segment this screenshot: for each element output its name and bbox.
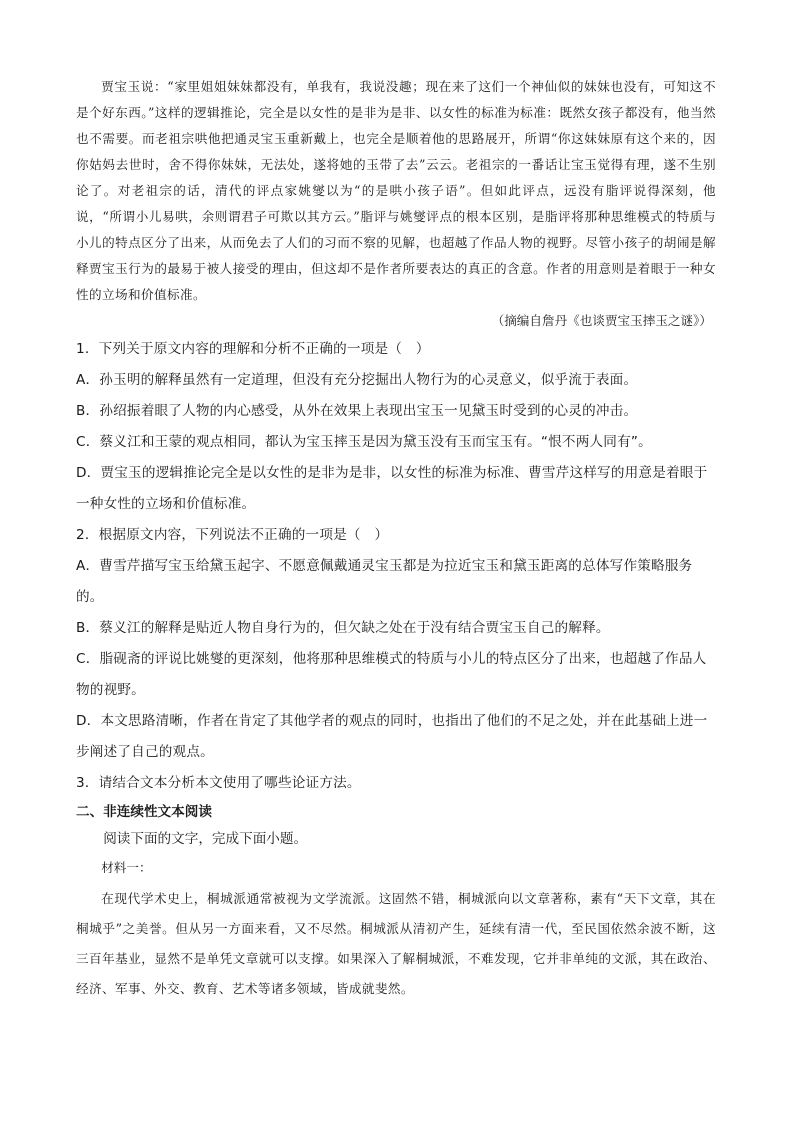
question-3-stem: 3．请结合文本分析本文使用了哪些论证方法。: [76, 775, 361, 791]
question-2-option-d: D．本文思路清晰，作者在肯定了其他学者的观点的同时，也指出了他们的不足之处，并在此基础上进一步阐述了自己的观点。: [76, 713, 708, 760]
question-1-option-d: D．贾宝玉的逻辑推论完全是以女性的是非为是非，以女性的标准为标准、曹雪芹这样写的用意是着眼于一种女性的立场和价值标准。: [76, 465, 708, 512]
question-1-option-a: A．孙玉明的解释虽然有一定道理，但没有充分挖掘出人物行为的心灵意义，似乎流于表面。: [76, 372, 638, 388]
question-2-stem: 2．根据原文内容，下列说法不正确的一项是（ ）: [76, 527, 389, 543]
question-2-option-b: B．蔡义江的解释是贴近人物自身行为的，但欠缺之处在于没有结合贾宝玉自己的解释。: [76, 620, 610, 636]
section-heading: 二、非连续性文本阅读: [76, 804, 212, 820]
question-1-stem: 1．下列关于原文内容的理解和分析不正确的一项是（ ）: [76, 341, 430, 357]
material-label: 材料一：: [101, 860, 152, 875]
section-instruction: 阅读下面的文字，完成下面小题。: [103, 831, 308, 847]
question-2-option-a: A．曹雪芹描写宝玉给黛玉起字、不愿意佩戴通灵宝玉都是为拉近宝玉和黛玉距离的总体写作策略服务的。: [76, 558, 693, 605]
material-text: 在现代学术史上，桐城派通常被视为文学流派。这固然不错，桐城派向以文章著称，素有“天下文章，其在桐城乎”之美誉。但从另一方面来看，又不尽然。桐城派从清初产生，延续有清一代，至民国依然余波不断，这三百年基业，显然不是单凭文章就可以支撑。如果深入了解桐城派，不难发现，它并非单纯的文派，其在政治、经济、军事、外交、教育、艺术等诸多领域，皆成就斐然。: [76, 891, 716, 996]
document-page: [76, 74, 716, 1004]
question-1-option-c: C．蔡义江和王蒙的观点相同，都认为宝玉摔玉是因为黛玉没有玉而宝玉有。“恨不两人同有”。: [76, 434, 652, 450]
question-2-option-c: C．脂砚斋的评说比姚燮的更深刻，他将那种思维模式的特质与小儿的特点区分了出来，也超越了作品人物的视野。: [76, 651, 707, 698]
question-1-option-b: B．孙绍振着眼了人物的内心感受，从外在效果上表现出宝玉一见黛玉时受到的心灵的冲击。: [76, 403, 638, 419]
passage-paragraph: 贾宝玉说：“家里姐姐妹妹都没有，单我有，我说没趣；现在来了这们一个神仙似的妹妹也没有，可知这不是个好东西。”这样的逻辑推论，完全是以女性的是非为是非、以女性的标准为标准：既然女孩子都没有，他当然也不需要。而老祖宗哄他把通灵宝玉重新戴上，也完全是顺着他的思路展开，所谓“你这妹妹原有这个来的，因你姑妈去世时，舍不得你妹妹，无法处，遂将她的玉带了去”云云。老祖宗的一番话让宝玉觉得有理，遂不生别论了。对老祖宗的话，清代的评点家姚燮以为“的是哄小孩子语”。但如此评点，远没有脂评说得深刻，他说，“所谓小儿易哄，余则谓君子可欺以其方云。”脂评与姚燮评点的根本区别，是脂评将那种思维模式的特质与小儿的特点区分了出来，从而免去了人们的习而不察的见解，也超越了作品人物的视野。尽管小孩子的胡闹是解释贾宝玉行为的最易于被人接受的理由，但这却不是作者所要表达的真正的含意。作者的用意则是着眼于一种女性的立场和价值标准。: [76, 79, 716, 302]
passage-source: （摘编自詹丹《也谈贾宝玉摔玉之谜》）: [491, 313, 712, 328]
